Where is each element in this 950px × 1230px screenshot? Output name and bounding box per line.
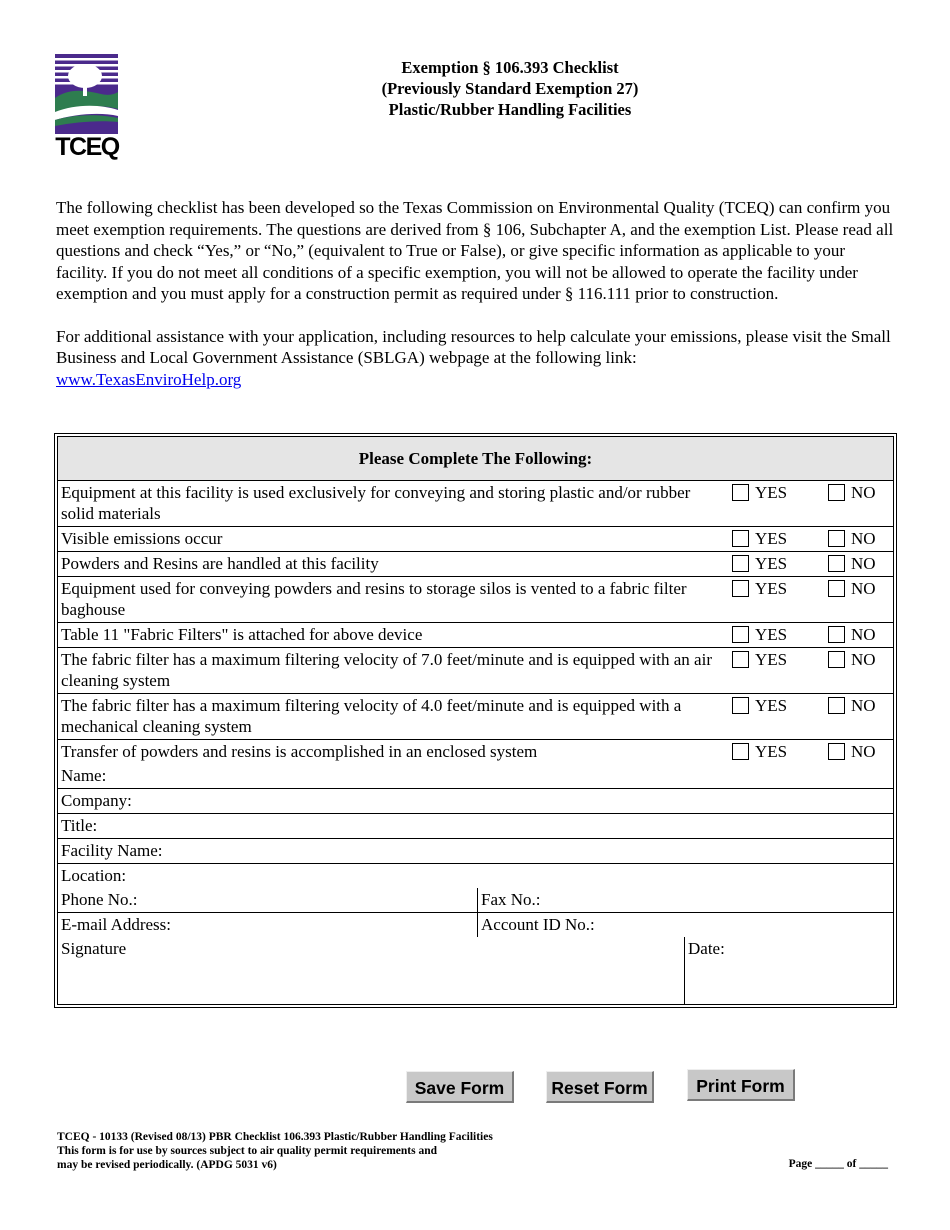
question-row	[58, 552, 893, 577]
yes-checkbox[interactable]	[732, 484, 749, 501]
save-form-button[interactable]: Save Form	[406, 1071, 514, 1103]
no-checkbox[interactable]	[828, 484, 845, 501]
no-option	[825, 623, 893, 648]
intro-paragraph-2-text: For additional assistance with your application, including resources to help calculate your emissions, please visit the Small Business and Local Government Assistance (SBLGA) webpage at the following link:	[56, 326, 891, 367]
title-field[interactable]	[58, 814, 893, 839]
location-label: Location:	[61, 866, 127, 885]
yes-label: YES	[755, 650, 788, 669]
tceq-logo	[55, 54, 119, 162]
yes-option	[729, 577, 825, 623]
no-label: NO	[851, 696, 876, 715]
texasenvirohelp-link[interactable]: www.TexasEnviroHelp.org	[56, 369, 242, 389]
no-label: NO	[851, 579, 876, 598]
no-option	[825, 481, 893, 527]
checklist-form	[54, 433, 897, 1008]
yes-label: YES	[755, 483, 788, 502]
form-heading: Please Complete The Following:	[58, 437, 893, 481]
no-checkbox[interactable]	[828, 697, 845, 714]
company-field[interactable]	[58, 789, 893, 814]
no-option	[825, 648, 893, 694]
date-label: Date:	[688, 939, 725, 958]
question-text: Transfer of powders and resins is accomplished in an enclosed system	[58, 740, 729, 765]
no-checkbox[interactable]	[828, 580, 845, 597]
title-label: Title:	[61, 816, 98, 835]
form-buttons	[0, 1069, 950, 1105]
checklist-table	[58, 437, 893, 764]
question-row	[58, 694, 893, 740]
yes-label: YES	[755, 554, 788, 573]
question-row	[58, 740, 893, 765]
yes-checkbox[interactable]	[732, 743, 749, 760]
footer	[57, 1130, 657, 1172]
yes-option	[729, 740, 825, 765]
yes-label: YES	[755, 696, 788, 715]
no-option	[825, 577, 893, 623]
no-label: NO	[851, 529, 876, 548]
yes-option	[729, 623, 825, 648]
yes-label: YES	[755, 742, 788, 761]
yes-label: YES	[755, 579, 788, 598]
facility-name-field[interactable]	[58, 839, 893, 864]
email-field[interactable]	[58, 913, 478, 938]
yes-checkbox[interactable]	[732, 697, 749, 714]
print-form-button[interactable]: Print Form	[687, 1069, 795, 1101]
no-checkbox[interactable]	[828, 626, 845, 643]
yes-option	[729, 648, 825, 694]
question-row	[58, 623, 893, 648]
reset-form-button[interactable]: Reset Form	[546, 1071, 654, 1103]
logo-text: TCEQ	[55, 133, 119, 161]
facility-name-label: Facility Name:	[61, 841, 163, 860]
no-option	[825, 694, 893, 740]
question-text: Table 11 "Fabric Filters" is attached for above device	[58, 623, 729, 648]
yes-option	[729, 552, 825, 577]
date-field[interactable]	[685, 937, 894, 1004]
title-line-2: (Previously Standard Exemption 27)	[381, 79, 639, 98]
intro-paragraph-2	[56, 326, 896, 391]
signature-table	[58, 937, 893, 1004]
no-checkbox[interactable]	[828, 530, 845, 547]
question-text: The fabric filter has a maximum filtering velocity of 4.0 feet/minute and is equipped with a mechanical cleaning system	[58, 694, 729, 740]
document-title	[250, 57, 770, 120]
question-text: Equipment used for conveying powders and resins to storage silos is vented to a fabric filter baghouse	[58, 577, 729, 623]
question-row	[58, 527, 893, 552]
question-row	[58, 481, 893, 527]
fax-field[interactable]	[478, 888, 894, 913]
yes-checkbox[interactable]	[732, 530, 749, 547]
yes-checkbox[interactable]	[732, 651, 749, 668]
company-label: Company:	[61, 791, 132, 810]
email-label: E-mail Address:	[61, 915, 172, 934]
no-checkbox[interactable]	[828, 651, 845, 668]
no-option	[825, 552, 893, 577]
yes-option	[729, 694, 825, 740]
no-checkbox[interactable]	[828, 555, 845, 572]
question-row	[58, 648, 893, 694]
name-label: Name:	[61, 766, 107, 785]
no-label: NO	[851, 650, 876, 669]
no-option	[825, 740, 893, 765]
title-line-1: Exemption § 106.393 Checklist	[401, 58, 619, 77]
no-checkbox[interactable]	[828, 743, 845, 760]
signature-label: Signature	[61, 939, 127, 958]
footer-line-2: This form is for use by sources subject to air quality permit requirements and	[57, 1145, 438, 1157]
intro-text	[56, 197, 896, 390]
no-label: NO	[851, 483, 876, 502]
name-field[interactable]	[58, 764, 893, 789]
page-number: Page _____ of _____	[788, 1158, 888, 1170]
no-label: NO	[851, 625, 876, 644]
account-id-label: Account ID No.:	[481, 915, 595, 934]
yes-checkbox[interactable]	[732, 626, 749, 643]
signature-field[interactable]	[58, 937, 685, 1004]
no-label: NO	[851, 554, 876, 573]
question-text: Equipment at this facility is used exclusively for conveying and storing plastic and/or rubber solid materials	[58, 481, 729, 527]
no-label: NO	[851, 742, 876, 761]
footer-line-1: TCEQ - 10133 (Revised 08/13) PBR Checklist 106.393 Plastic/Rubber Handling Facilities	[57, 1131, 493, 1143]
fax-label: Fax No.:	[481, 890, 541, 909]
yes-option	[729, 481, 825, 527]
account-id-field[interactable]	[478, 913, 894, 938]
yes-label: YES	[755, 625, 788, 644]
contact-table-2	[58, 888, 893, 937]
phone-field[interactable]	[58, 888, 478, 913]
question-text: Visible emissions occur	[58, 527, 729, 552]
yes-checkbox[interactable]	[732, 580, 749, 597]
no-option	[825, 527, 893, 552]
title-line-3: Plastic/Rubber Handling Facilities	[388, 100, 632, 119]
footer-line-3: may be revised periodically. (APDG 5031 v6)	[57, 1159, 277, 1171]
question-text: The fabric filter has a maximum filtering velocity of 7.0 feet/minute and is equipped with an air cleaning system	[58, 648, 729, 694]
intro-paragraph-1: The following checklist has been developed so the Texas Commission on Environmental Quality (TCEQ) can confirm you meet exemption requirements. The questions are derived from § 106, Subchapter A, and the exemption List. Please read all questions and check “Yes,” or “No,” (equivalent to True or False), or give specific information as applicable to your facility. If you do not meet all conditions of a specific exemption, you will not be allowed to operate the facility under exemption and you must apply for a construction permit as required under § 116.111 prior to construction.	[56, 198, 894, 303]
yes-label: YES	[755, 529, 788, 548]
contact-table	[58, 764, 893, 888]
question-row	[58, 577, 893, 623]
yes-option	[729, 527, 825, 552]
location-field[interactable]	[58, 864, 893, 889]
question-text: Powders and Resins are handled at this facility	[58, 552, 729, 577]
phone-label: Phone No.:	[61, 890, 138, 909]
yes-checkbox[interactable]	[732, 555, 749, 572]
